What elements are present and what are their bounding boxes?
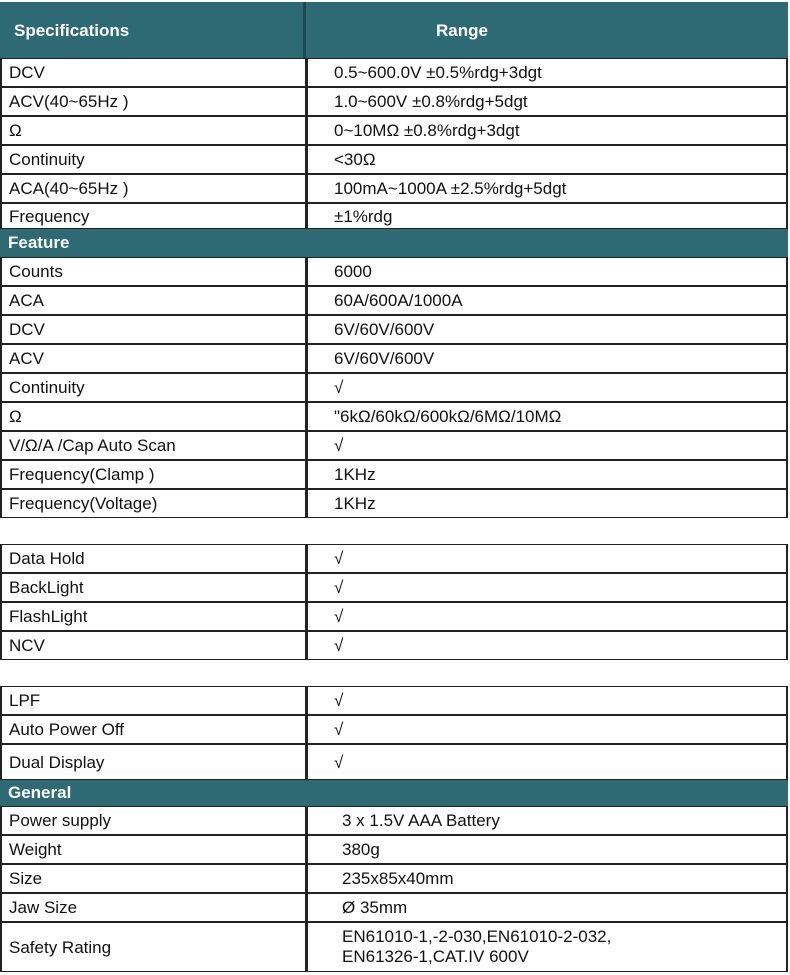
table-row — [0, 58, 788, 87]
row-label: Frequency(Clamp ) — [2, 461, 308, 488]
table-row — [0, 864, 788, 893]
table-row — [0, 715, 788, 744]
table-row — [0, 116, 788, 145]
table-row — [0, 835, 788, 864]
row-value: √ — [334, 720, 344, 739]
section-feature-title: Feature — [0, 229, 788, 257]
row-value: "6kΩ/60kΩ/600kΩ/6MΩ/10MΩ — [334, 407, 562, 426]
table-row — [0, 573, 788, 602]
row-label: V/Ω/A /Cap Auto Scan — [2, 432, 308, 459]
row-value: √ — [334, 607, 344, 626]
row-value: 1.0~600V ±0.8%rdg+5dgt — [334, 92, 528, 111]
row-label: LPF — [2, 687, 308, 714]
row-label: DCV — [2, 316, 308, 343]
row-value: 3 x 1.5V AAA Battery — [342, 811, 500, 830]
table-row — [0, 744, 788, 780]
row-label: Frequency(Voltage) — [2, 490, 308, 517]
row-value: 235x85x40mm — [342, 869, 454, 888]
row-value: √ — [334, 578, 344, 597]
row-value: √ — [334, 691, 344, 710]
row-label: Counts — [2, 258, 308, 285]
table-row — [0, 87, 788, 116]
table-row — [0, 373, 788, 402]
table-row — [0, 602, 788, 631]
table-row — [0, 203, 788, 229]
row-label: Data Hold — [2, 545, 308, 572]
row-value: <30Ω — [334, 150, 376, 169]
table-row — [0, 922, 788, 972]
row-label: Dual Display — [2, 745, 308, 779]
row-value: √ — [334, 752, 344, 772]
row-value: √ — [334, 378, 344, 397]
row-value: EN61010-1,-2-030,EN61010-2-032, EN61326-1,CAT.IV 600V — [342, 927, 612, 966]
row-label: Size — [2, 865, 308, 892]
row-label: Jaw Size — [2, 894, 308, 921]
row-label: FlashLight — [2, 603, 308, 630]
table-row — [0, 460, 788, 489]
row-label: Continuity — [2, 146, 308, 173]
row-value: 0.5~600.0V ±0.5%rdg+3dgt — [334, 63, 542, 82]
row-value: 60A/600A/1000A — [334, 291, 463, 310]
row-value: 1KHz — [334, 494, 376, 513]
row-label: Weight — [2, 836, 308, 863]
table-row — [0, 893, 788, 922]
row-label: Continuity — [2, 374, 308, 401]
row-label: DCV — [2, 59, 308, 86]
row-value: √ — [334, 549, 344, 568]
table-row — [0, 174, 788, 203]
row-label: ACV(40~65Hz ) — [2, 88, 308, 115]
table-row — [0, 631, 788, 660]
header-range: Range — [436, 20, 488, 40]
row-label: Ω — [2, 403, 308, 430]
row-label: Power supply — [2, 807, 308, 834]
table-row — [0, 489, 788, 518]
row-value: Ø 35mm — [342, 898, 408, 917]
row-value: √ — [334, 436, 344, 455]
table-row — [0, 344, 788, 373]
table-row — [0, 402, 788, 431]
table-row — [0, 431, 788, 460]
row-value: 100mA~1000A ±2.5%rdg+5dgt — [334, 179, 567, 198]
row-value: 6V/60V/600V — [334, 320, 435, 339]
row-label: Auto Power Off — [2, 716, 308, 743]
row-value: 380g — [342, 840, 380, 859]
row-value: 0~10MΩ ±0.8%rdg+3dgt — [334, 121, 520, 140]
section-general-title: General — [0, 780, 788, 806]
row-label: ACV — [2, 345, 308, 372]
table-header — [0, 2, 788, 58]
row-label: ACA(40~65Hz ) — [2, 175, 308, 202]
table-row — [0, 315, 788, 344]
table-row — [0, 286, 788, 315]
table-row — [0, 686, 788, 715]
table-row — [0, 145, 788, 174]
row-value: 1KHz — [334, 465, 376, 484]
table-row — [0, 257, 788, 286]
row-label: Safety Rating — [2, 923, 308, 971]
row-value: √ — [334, 636, 344, 655]
row-label: ACA — [2, 287, 308, 314]
row-value: 6000 — [334, 262, 372, 281]
row-value: ±1%rdg — [334, 206, 393, 226]
row-value: 6V/60V/600V — [334, 349, 435, 368]
row-label: BackLight — [2, 574, 308, 601]
row-label: NCV — [2, 632, 308, 659]
header-specifications: Specifications — [0, 2, 306, 58]
row-label: Frequency — [2, 204, 308, 228]
table-row — [0, 806, 788, 835]
row-label: Ω — [2, 117, 308, 144]
table-row — [0, 544, 788, 573]
